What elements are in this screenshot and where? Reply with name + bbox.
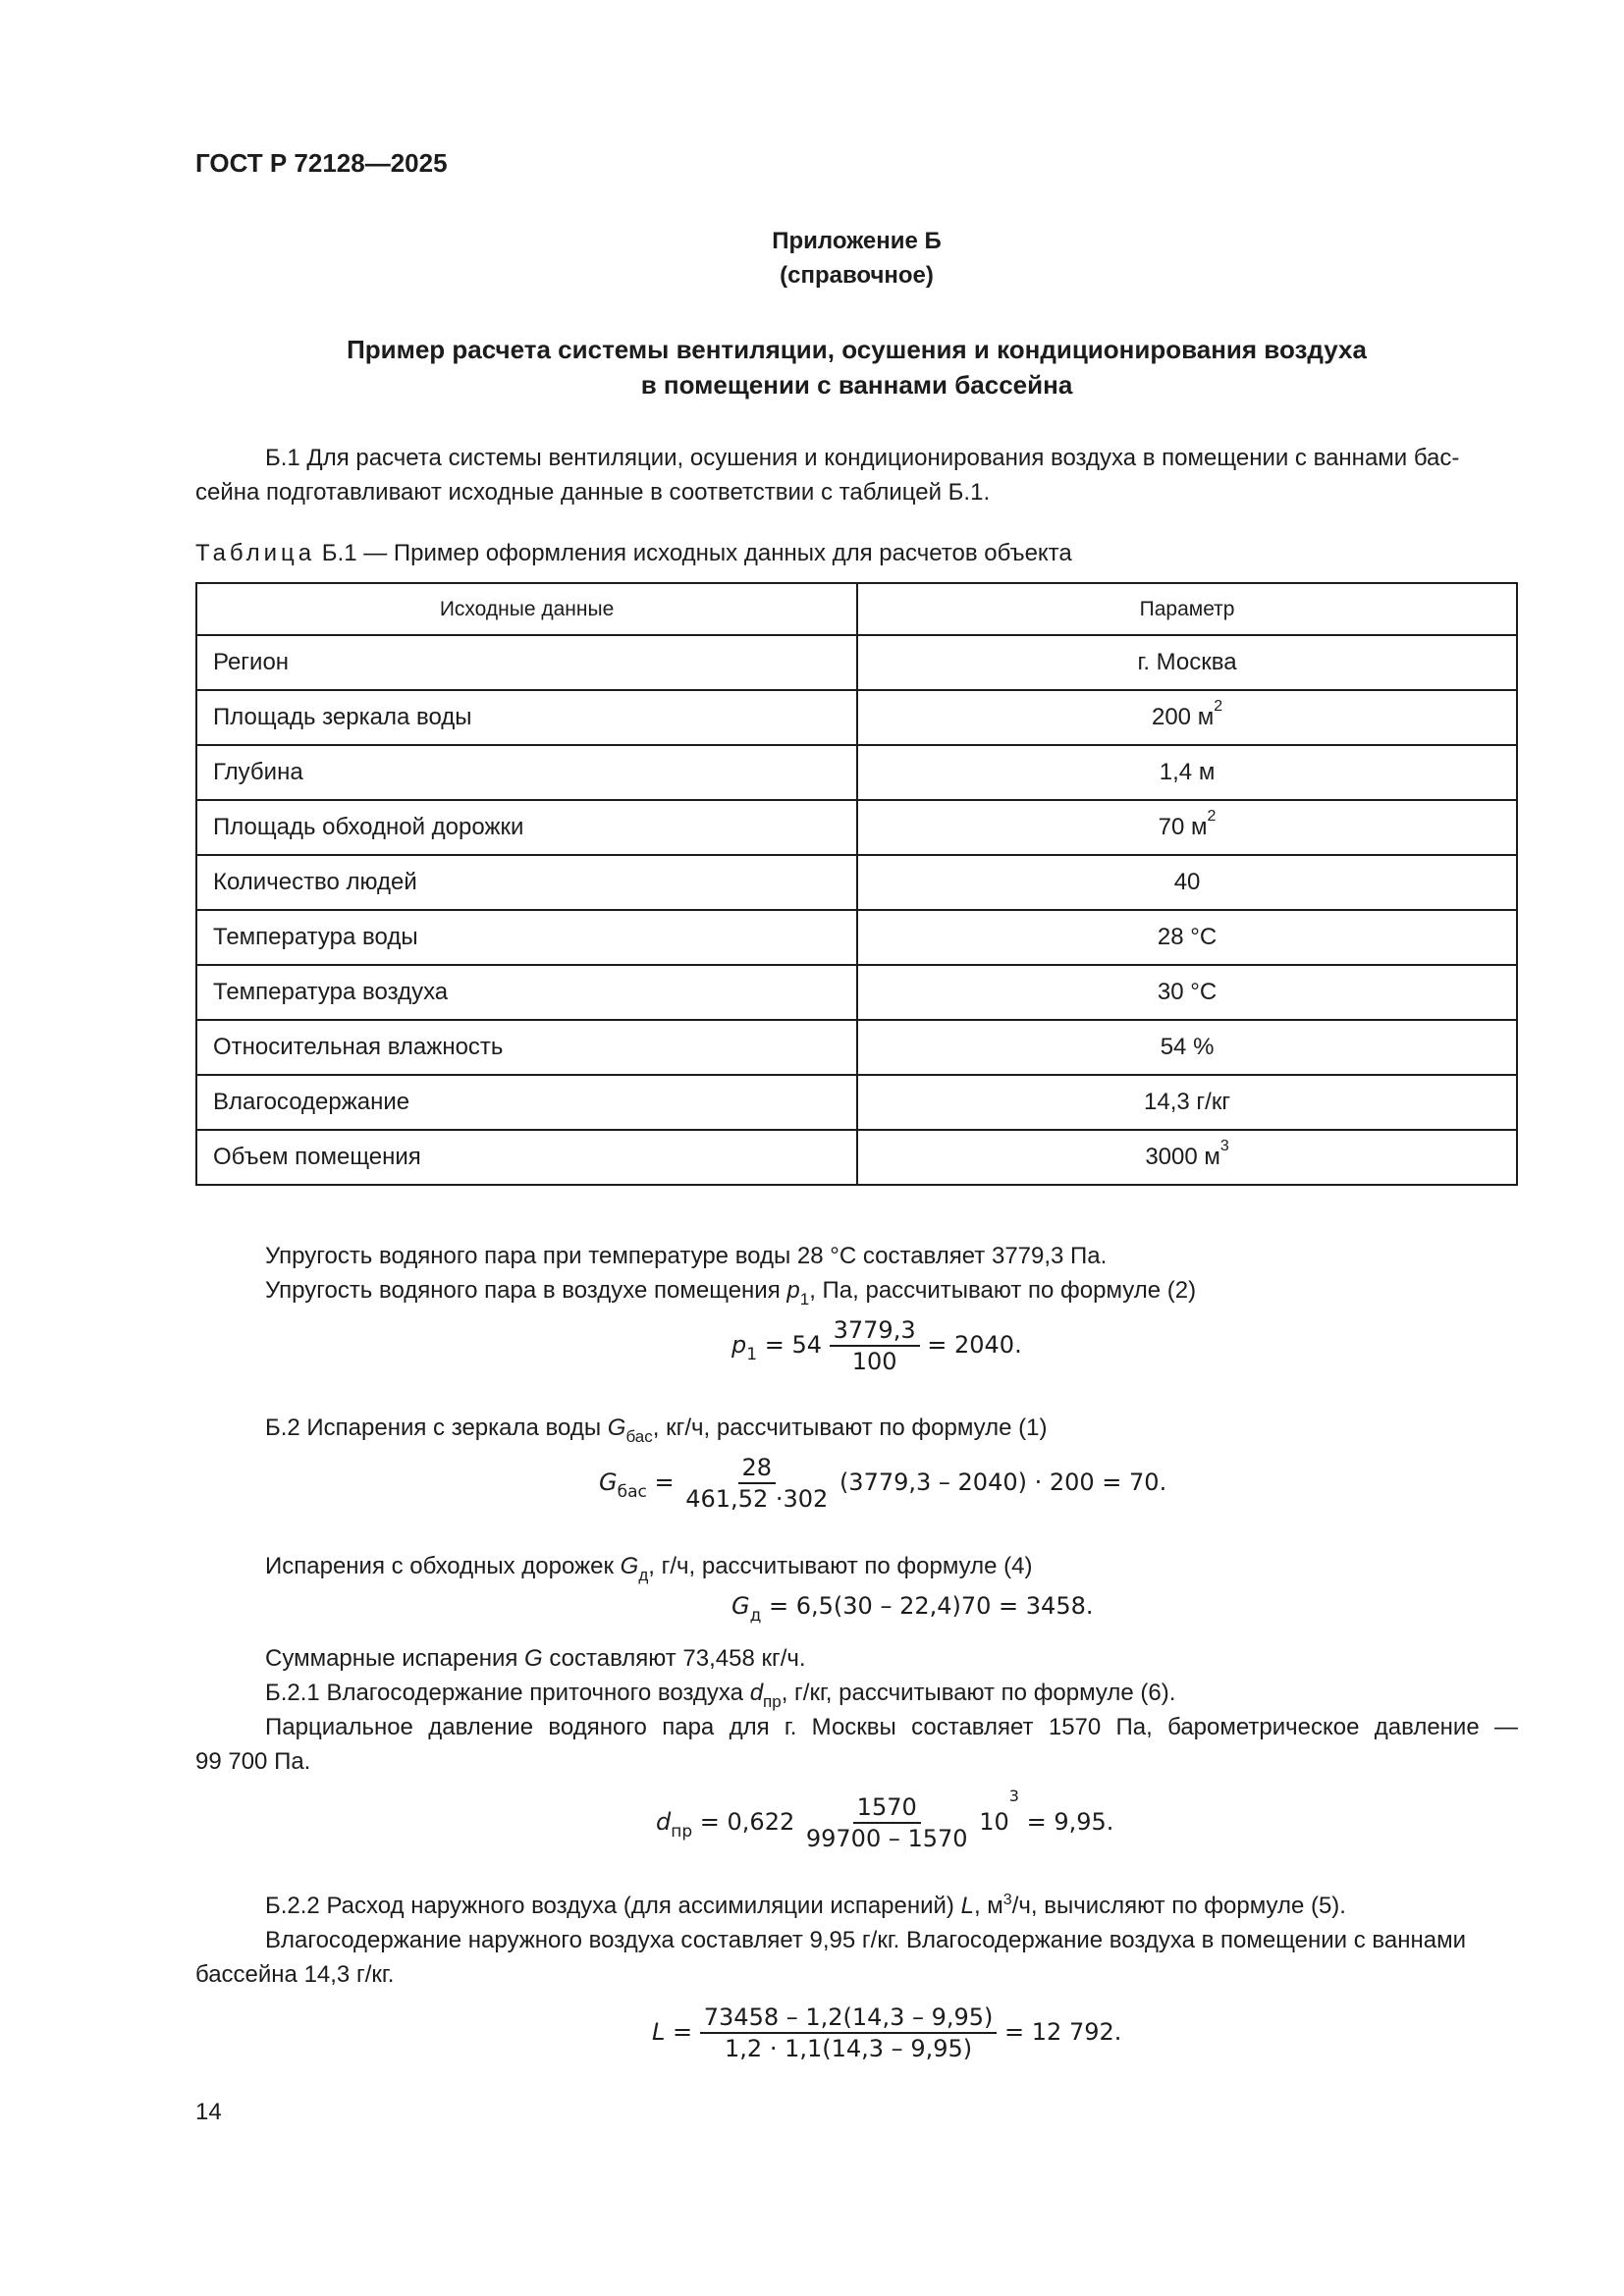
formula-g-d: $G_д = 6,5(30 - 22,4)70 = 3458$. [731, 1592, 1094, 1626]
table-row [196, 1075, 1517, 1130]
row-value: 54 % [857, 1020, 1517, 1075]
row-name: Относительная влажность [196, 1020, 857, 1075]
table-row [196, 965, 1517, 1020]
row-name: Влагосодержание [196, 1075, 857, 1130]
table-caption-label: Таблица [195, 540, 316, 566]
row-name: Площадь зеркала воды [196, 690, 857, 745]
fraction: $\frac{73458 - 1,2(14,3 - 9,95)}{1,2 \cdot 1,1(14,3 - 9,95)}$ [700, 2002, 998, 2063]
table-row [196, 910, 1517, 965]
row-name: Количество людей [196, 855, 857, 910]
row-name: Регион [196, 635, 857, 690]
row-value: 1,4 м [857, 745, 1517, 800]
source-data-table [195, 582, 1518, 1186]
table-row [196, 690, 1517, 745]
table-caption-text: Б.1 — Пример оформления исходных данных для расчетов объекта [321, 540, 1072, 566]
intro-line2: сейна подготавливают исходные данные в соответствии с таблицей Б.1. [195, 479, 991, 506]
row-value: г. Москва [857, 635, 1517, 690]
table-row [196, 1020, 1517, 1075]
table-header-source-data: Исходные данные [196, 583, 857, 635]
table-caption [195, 536, 1072, 571]
evaporation-walkway-text: Испарения с обходных дорожек $G_д$, г/ч, рассчитывают по формуле (4) [265, 1553, 1033, 1584]
total-evaporation-text: Суммарные испарения G составляют 73,458 кг/ч. [265, 1645, 806, 1672]
section-heading-line1: Пример расчета системы вентиляции, осушения и кондиционирования воздуха [347, 335, 1367, 364]
row-value: 3000 $м^3$ [857, 1130, 1517, 1185]
table-header-row [196, 583, 1517, 635]
partial-pressure-line2: 99 700 Па. [195, 1748, 311, 1775]
row-name: Температура воздуха [196, 965, 857, 1020]
row-value: 14,3 г/кг [857, 1075, 1517, 1130]
row-value: 200 $м^2$ [857, 690, 1517, 745]
fraction: $\frac{1570}{99700 - 1570}$ [805, 1793, 968, 1852]
table-row [196, 1130, 1517, 1185]
outdoor-moisture-line1: Влагосодержание наружного воздуха составляет 9,95 г/кг. Влагосодержание воздуха в помещении с ваннами [265, 1927, 1467, 1953]
appendix-title: Приложение Б [772, 228, 942, 254]
partial-pressure-line1: Парциальное давление водяного пара для г. Москвы составляет 1570 Па, барометрическое давление — [265, 1714, 1518, 1740]
intro-line1: Б.1 Для расчета системы вентиляции, осушения и кондиционирования воздуха в помещении с ваннами бас- [265, 445, 1460, 471]
row-value: 40 [857, 855, 1517, 910]
formula-l: L = $\frac{73458 - 1,2(14,3 - 9,95)}{1,2 \cdot 1,1(14,3 - 9,95)}$ = 12 792. [652, 2003, 1122, 2062]
outdoor-moisture-line2: бассейна 14,3 г/кг. [195, 1961, 395, 1988]
fraction: $\frac{28}{461,52 \cdot 302}$ [685, 1454, 829, 1513]
row-name: Температура воды [196, 910, 857, 965]
vapor-pressure-line1: Упругость водяного пара при температуре воды 28 °С составляет 3779,3 Па. [265, 1243, 1108, 1269]
document-code: ГОСТ Р 72128—2025 [195, 148, 448, 178]
table-row [196, 635, 1517, 690]
row-value: 70 $м^2$ [857, 800, 1517, 855]
outdoor-air-flow-text: Б.2.2 Расход наружного воздуха (для ассимиляции испарений) L, $м^3/ч$, вычисляют по формуле (5). [265, 1892, 1346, 1919]
formula-g-bas: $G_{бас}$ = $\frac{28}{461,52 \cdot 302}$ (3779,3 – 2040) · 200 = 70. [599, 1454, 1167, 1513]
evaporation-pool-text: Б.2 Испарения с зеркала воды $G_{бас}$, кг/ч, рассчитывают по формуле (1) [265, 1415, 1048, 1446]
row-name: Объем помещения [196, 1130, 857, 1185]
formula-p1: $p_1 = 54$ $\frac{3779,3}{100}$ = 2040. [731, 1316, 1022, 1375]
row-value: 30 °C [857, 965, 1517, 1020]
section-heading-line2: в помещении с ваннами бассейна [640, 370, 1073, 400]
row-name: Площадь обходной дорожки [196, 800, 857, 855]
table-row [196, 800, 1517, 855]
table-header-parameter: Параметр [857, 583, 1517, 635]
vapor-pressure-line2: Упругость водяного пара в воздухе помещения $p_1$, Па, рассчитывают по формуле (2) [265, 1277, 1197, 1308]
page-number: 14 [195, 2099, 222, 2125]
appendix-subtitle: (справочное) [780, 262, 934, 289]
row-value: 28 °C [857, 910, 1517, 965]
fraction: $\frac{3779,3}{100}$ [830, 1315, 920, 1376]
supply-air-moisture-text: Б.2.1 Влагосодержание приточного воздуха $d_{пр}$, г/кг, рассчитывают по формуле (6). [265, 1680, 1176, 1711]
table-row [196, 745, 1517, 800]
row-name: Глубина [196, 745, 857, 800]
formula-d-pr: $d_{пр} = 0,622$ $\frac{1570}{99700 - 1570}$ $10^3 = 9,95$. [656, 1787, 1114, 1852]
table-row [196, 855, 1517, 910]
